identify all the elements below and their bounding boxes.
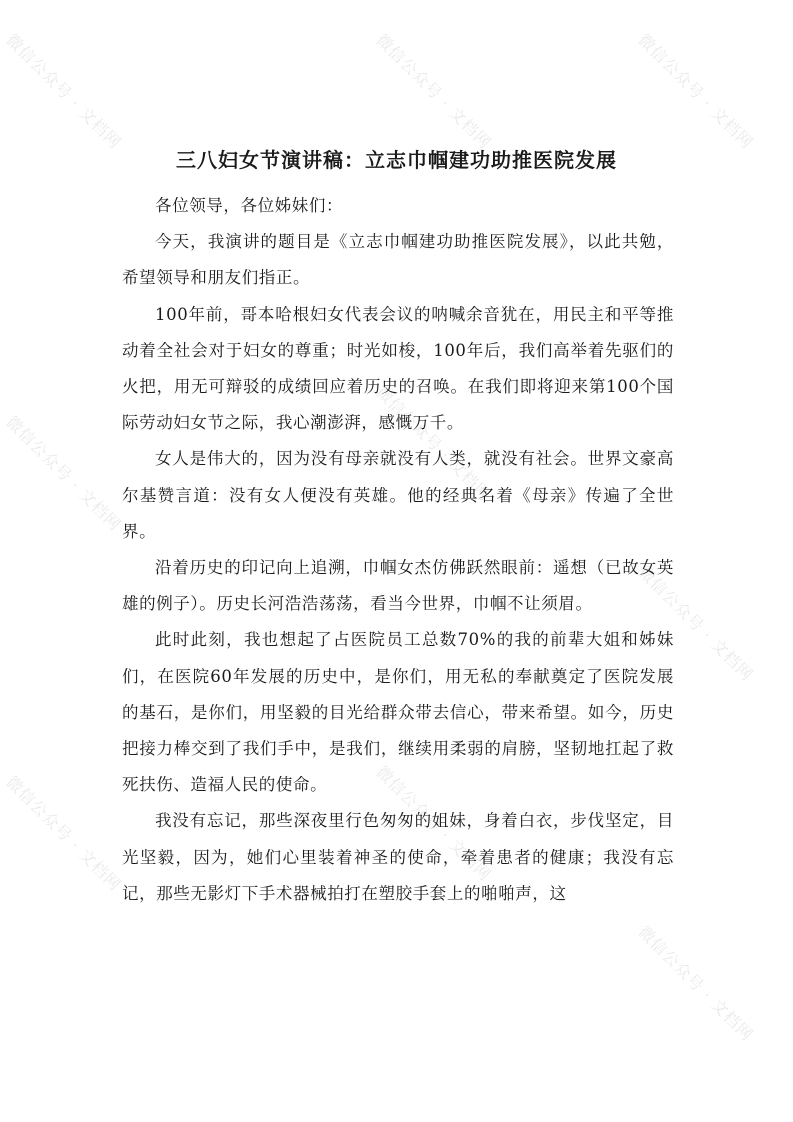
paragraph: 女人是伟大的，因为没有母亲就没有人类，就没有社会。世界文豪高尔基赞言道：没有女人便没有英雄。他的经典名着《母亲》传遍了全世界。: [122, 449, 674, 541]
watermark-text: 微信公众号 · 文档网: [2, 772, 125, 895]
watermark-text: 微信公众号 · 文档网: [372, 382, 495, 505]
watermark-text: 微信公众号 · 文档网: [2, 412, 125, 535]
paragraph: 我没有忘记，那些深夜里行色匆匆的姐妹，身着白衣，步伐坚定，目光坚毅，因为，她们心里装着神圣的使命，牵着患者的健康；我没有忘记，那些无影灯下手术器械拍打在塑胶手套上的啪啪声，这: [122, 811, 674, 903]
document-title: 三八妇女节演讲稿：立志巾帼建功助推医院发展: [176, 148, 617, 173]
watermark-text: 微信公众号 · 文档网: [2, 30, 125, 153]
paragraph: 沿着历史的印记向上追溯，巾帼女杰仿佛跃然眼前：遥想（已故女英雄的例子）。历史长河浩浩荡荡，看当今世界，巾帼不让须眉。: [122, 558, 674, 614]
document-body: [122, 188, 674, 912]
watermark-text: 微信公众号 · 文档网: [372, 30, 495, 153]
paragraph: 各位领导，各位姊妹们：: [155, 196, 344, 215]
paragraph: 100年前，哥本哈根妇女代表会议的呐喊余音犹在，用民主和平等推动着全社会对于妇女的尊重；时光如梭，100年后，我们高举着先驱们的火把，用无可辩驳的成绩回应着历史的召唤。在我们即将迎来第100个国际劳动妇女节之际，我心潮澎湃，感慨万千。: [122, 304, 674, 433]
paragraph: 今天，我演讲的题目是《立志巾帼建功助推医院发展》，以此共勉，希望领导和朋友们指正。: [122, 232, 674, 288]
watermark-text: 微信公众号 · 文档网: [634, 30, 757, 153]
watermark-text: 微信公众号 · 文档网: [634, 922, 757, 1045]
watermark-text: 微信公众号 · 文档网: [634, 562, 757, 685]
paragraph: 此时此刻，我也想起了占医院员工总数70%的我的前辈大姐和姊妹们，在医院60年发展的历史中，是你们，用无私的奉献奠定了医院发展的基石，是你们，用坚毅的目光给群众带去信心，带来希望。如今，历史把接力棒交到了我们手中，是我们，继续用柔弱的肩膀，坚韧地扛起了救死扶伤、造福人民的使命。: [122, 630, 674, 795]
watermark-text: 微信公众号 · 文档网: [372, 762, 495, 885]
